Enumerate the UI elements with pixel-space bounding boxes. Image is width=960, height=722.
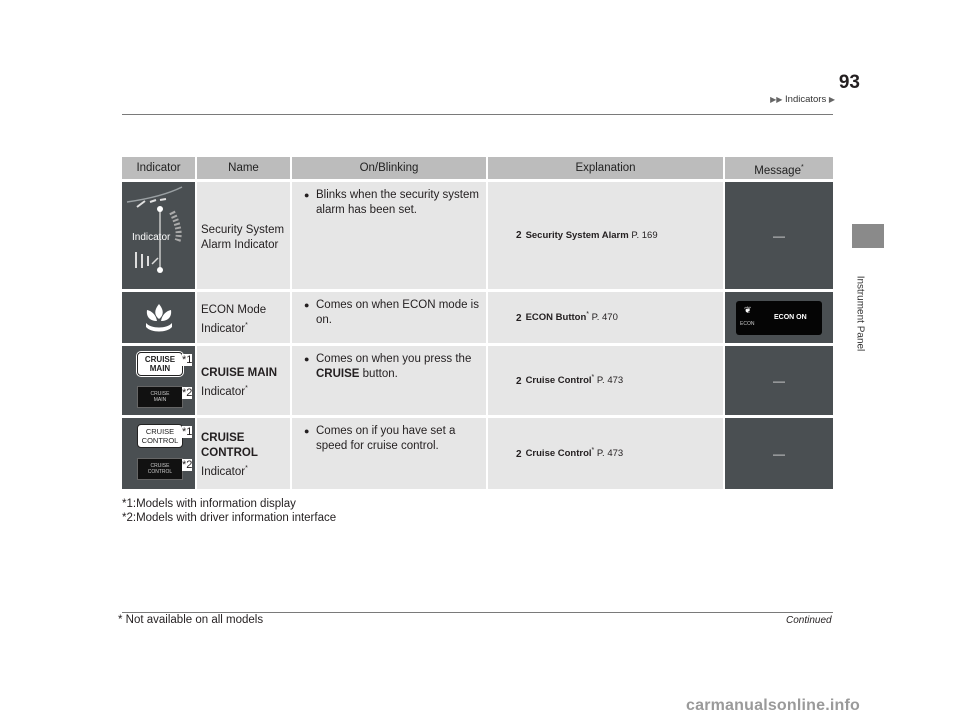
footnote-1: *1:Models with information display [122, 498, 296, 510]
econ-name: ECON Mode Indicator* [197, 292, 292, 343]
bottom-divider [122, 612, 833, 613]
security-indicator-cell [122, 182, 197, 289]
svg-text:Indicator: Indicator [132, 232, 171, 243]
reference-arrow-icon: 2 [516, 375, 522, 387]
cruise-main-dii-icon: CRUISE MAIN [137, 386, 183, 408]
cruise-control-dii-icon: CRUISE CONTROL [137, 458, 183, 480]
cruise-control-indicator-cell: CRUISE CONTROL CRUISE CONTROL *1 *2 [122, 418, 197, 489]
watermark: carmanualsonline.info [686, 697, 861, 714]
reference-arrow-icon: 2 [516, 312, 522, 324]
cruise-main-name: CRUISE MAIN Indicator* [197, 346, 292, 415]
cruise-control-explanation [488, 418, 725, 489]
econ-on: ● Comes on when ECON mode is on. [292, 292, 488, 343]
breadcrumb-label: Indicators [785, 94, 827, 105]
econ-ref[interactable]: 2 ECON Button* P. 470 [516, 311, 618, 324]
cruise-main-explanation [488, 346, 725, 415]
cruise-control-name: CRUISE CONTROL Indicator* [197, 418, 292, 489]
cruise-main-ref[interactable]: 2 Cruise Control* P. 473 [516, 374, 624, 387]
indicators-table [122, 157, 833, 492]
side-label-text: Instrument Panel [854, 275, 866, 352]
econ-leaf-icon [141, 300, 177, 336]
cruise-control-on: ● Comes on if you have set a speed for cruise control. [292, 418, 488, 489]
security-explanation [488, 182, 725, 289]
cruise-control-message: — [725, 418, 833, 489]
cruise-control-icon: CRUISE CONTROL [137, 424, 183, 448]
header-explanation: Explanation [488, 157, 725, 179]
table-row [122, 292, 833, 343]
page-number: 93 [838, 72, 860, 93]
security-name: Security System Alarm Indicator [197, 182, 292, 289]
section-tab [852, 224, 884, 248]
cruise-main-icon: CRUISE MAIN [137, 352, 183, 376]
econ-explanation [488, 292, 725, 343]
reference-arrow-icon: 2 [516, 448, 522, 460]
econ-message-cell [725, 292, 833, 343]
availability-note: * Not available on all models [118, 614, 267, 626]
cruise-main-on: ● Comes on when you press the CRUISE button. [292, 346, 488, 415]
security-on: ● Blinks when the security system alarm has been set. [292, 182, 488, 289]
header-on-blinking: On/Blinking [292, 157, 488, 179]
security-ref[interactable]: 2 Security System Alarm P. 169 [516, 230, 658, 241]
breadcrumb [715, 94, 835, 105]
econ-indicator-cell [122, 292, 197, 343]
cruise-main-indicator-cell: CRUISE MAIN CRUISE MAIN *1 *2 [122, 346, 197, 415]
chevron-right-icon: ▶▶ [770, 95, 783, 104]
header-name: Name [197, 157, 292, 179]
table-row [122, 182, 833, 289]
cruise-control-ref[interactable]: 2 Cruise Control* P. 473 [516, 447, 624, 460]
chevron-right-icon: ▶ [828, 95, 835, 104]
security-message: — [725, 182, 833, 289]
side-label [850, 258, 870, 378]
table-header [122, 157, 833, 179]
footnote-2: *2:Models with driver information interface [122, 512, 337, 524]
header-message: Message* [754, 164, 804, 177]
footnotes [122, 497, 336, 525]
econ-on-display: ❦ ECON ECON ON [736, 301, 822, 335]
security-alarm-icon [122, 182, 197, 289]
cruise-main-message: — [725, 346, 833, 415]
table-row [122, 346, 833, 415]
top-divider [122, 114, 833, 115]
econ-leaf-icon: ❦ [744, 304, 752, 315]
reference-arrow-icon: 2 [516, 230, 522, 241]
table-row [122, 418, 833, 489]
continued-label: Continued [786, 615, 832, 626]
header-indicator: Indicator [122, 157, 197, 179]
